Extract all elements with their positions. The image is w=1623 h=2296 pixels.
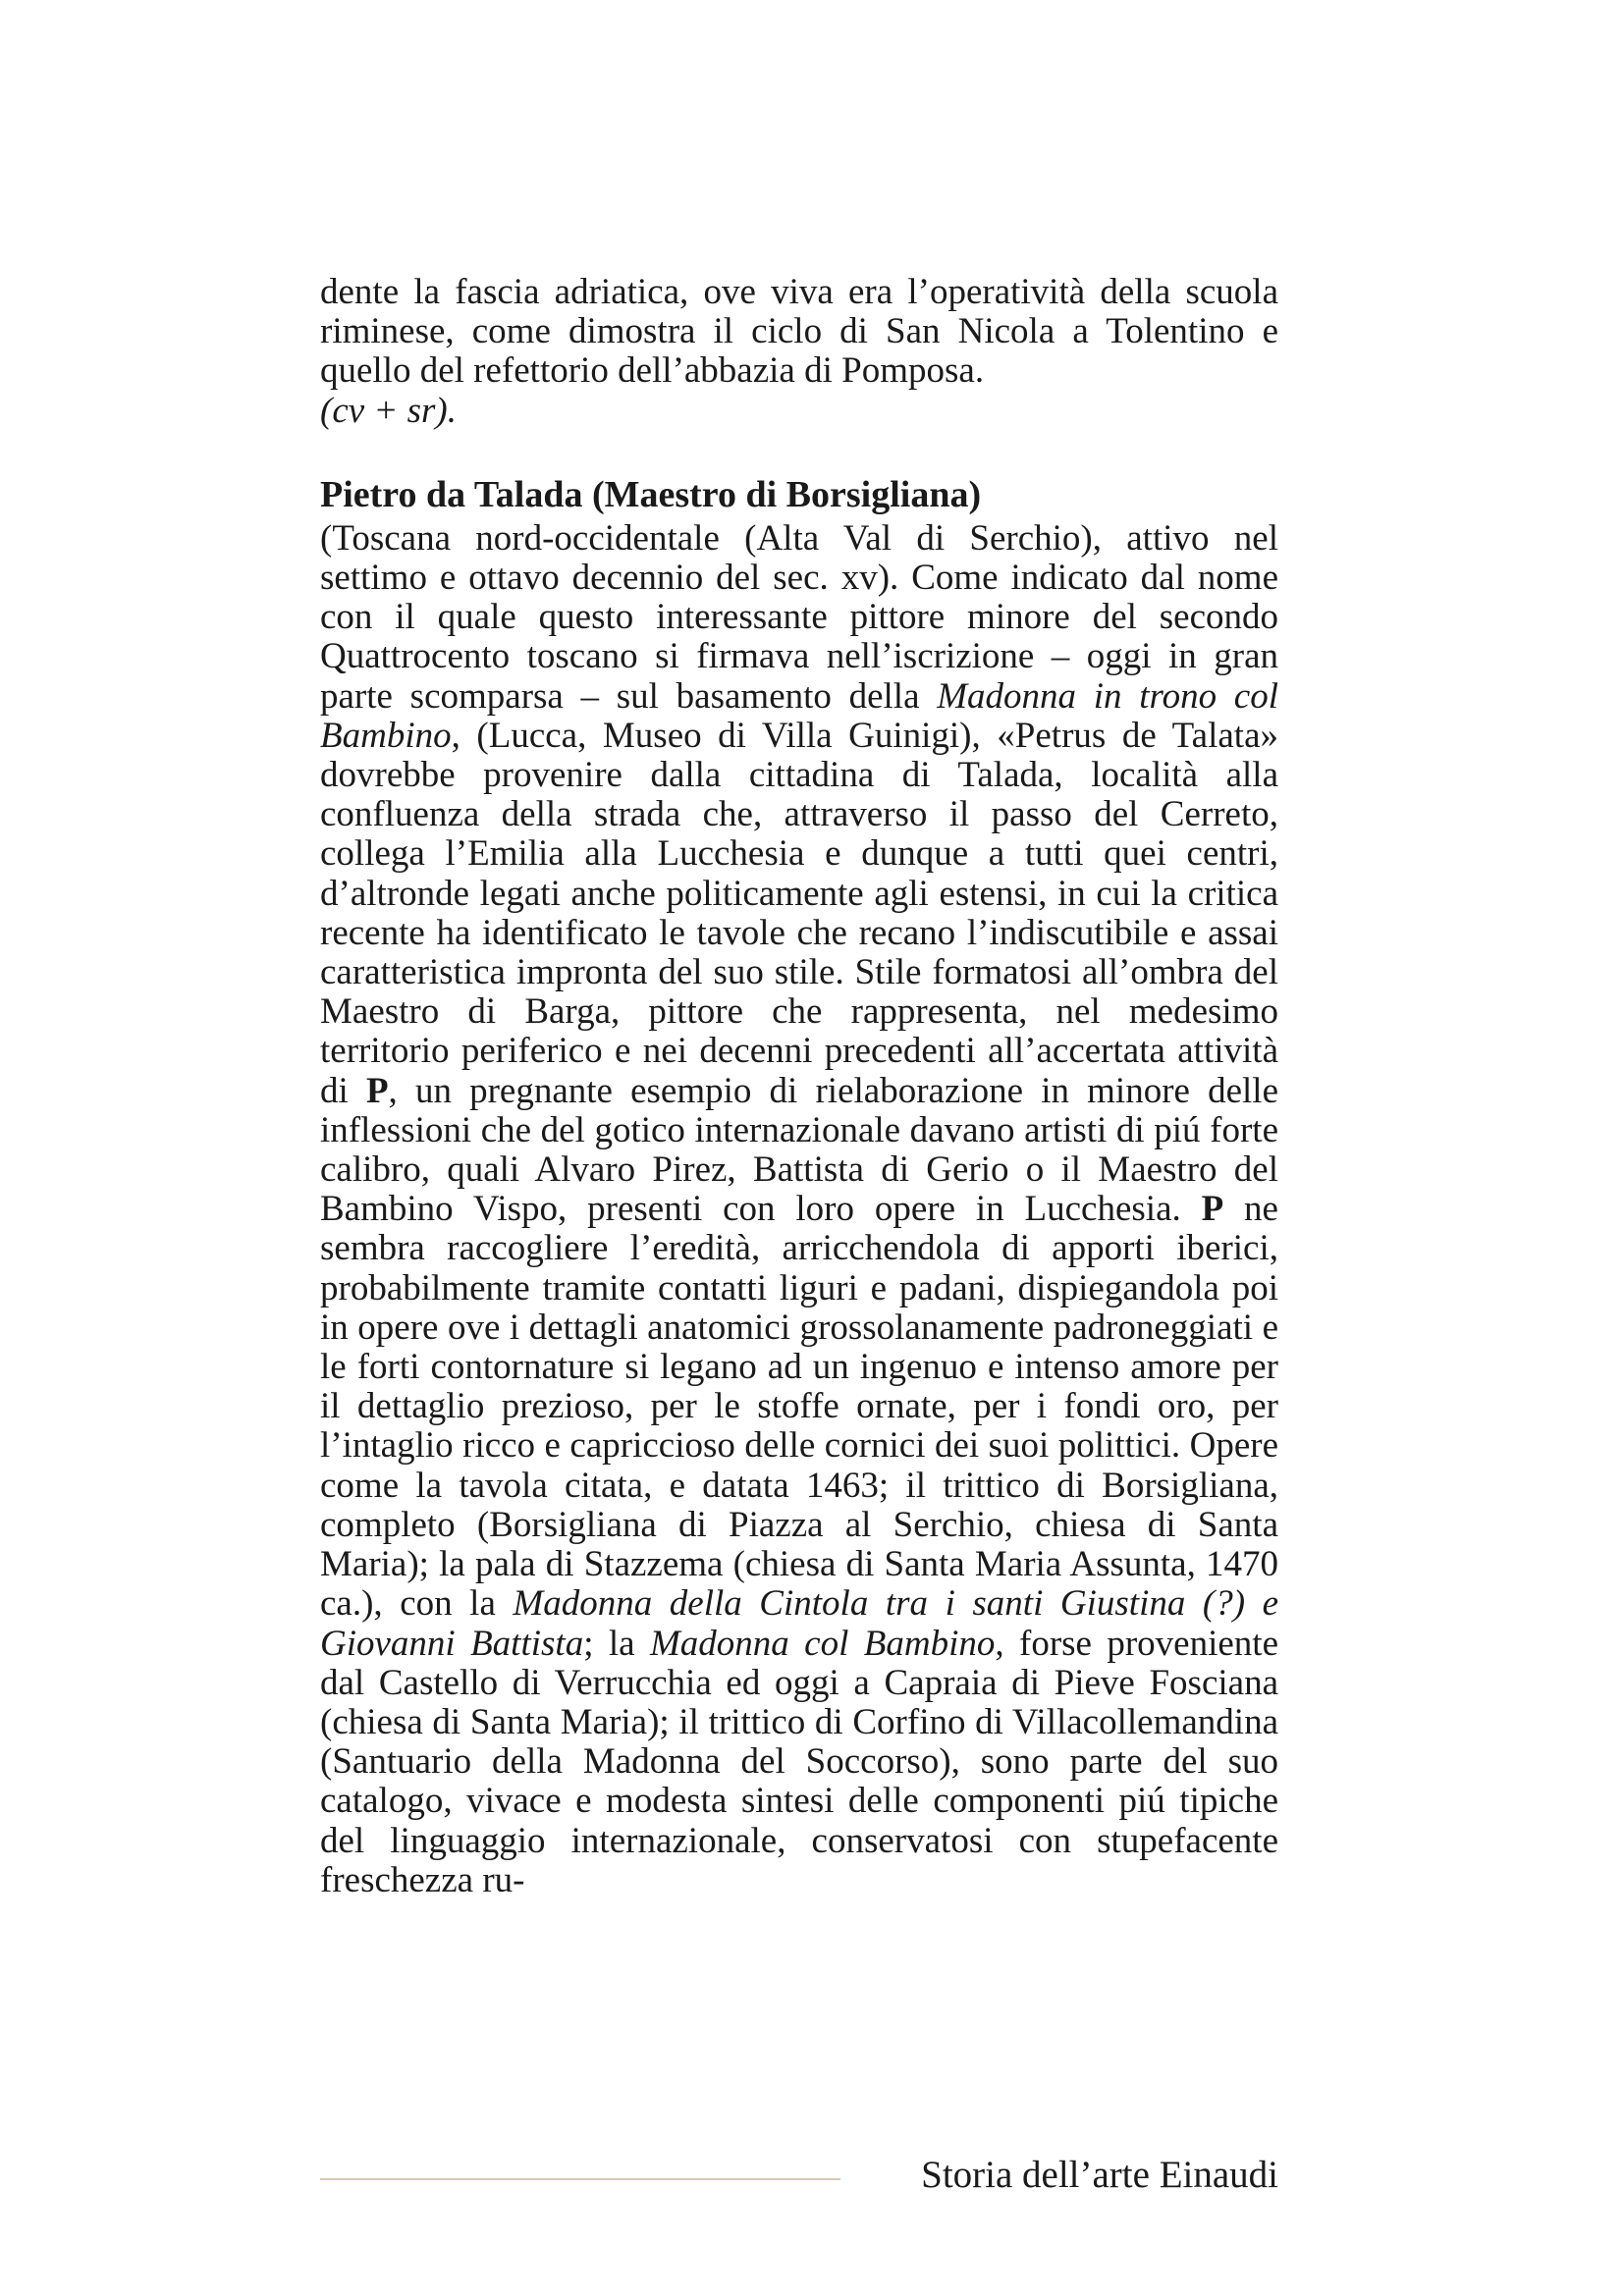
entry-text-5: ; la	[583, 1623, 650, 1664]
artwork-title-madonna-in-trono: Madonna in trono col Bambino	[320, 675, 1278, 756]
entry-text-6: , forse proveniente dal Castello di Verrucchia ed oggi a Capraia di Pieve Fosciana (chiesa di Santa Maria); il trittico di Corfino di Villacollemandina (Santuario della Madonna del Soccorso), sono parte del suo catalogo, vivace e modesta sintesi delle componenti piú tipiche del linguaggio internazionale, conservatosi con stupefacente freschezza ru-	[320, 1623, 1279, 1900]
entry-text-2: , (Lucca, Museo di Villa Guinigi), «Petrus de Talata» dovrebbe provenire dalla cittadina di Talada, località alla confluenza della strada che, attraverso il passo del Cerreto, collega l’Emilia alla Lucchesia e dunque a tutti quei centri, d’altronde legati anche politicamente agli estensi, in cui la critica recente ha identificato le tavole che recano l’indiscutibile e assai caratteristica impronta del suo stile. Stile formatosi all’ombra del Maestro di Barga, pittore che rappresenta, nel medesimo territorio periferico e nei decenni precedenti all’accertata attività di	[320, 715, 1278, 1111]
text-column	[320, 273, 1278, 1900]
footer-publisher: Storia dell’arte Einaudi	[921, 2154, 1278, 2196]
entry-text-1: (Toscana nord-occidentale (Alta Val di Serchio), attivo nel settimo e ottavo decennio del sec. xv). Come indicato dal nome con il quale questo interessante pittore minore del secondo Quattrocento toscano si firmava nell’iscrizione – oggi in gran parte scomparsa – sul basamento della	[320, 517, 1278, 717]
entry-body	[320, 519, 1278, 1900]
entry-text-3: , un pregnante esempio di rielaborazione in minore delle inflessioni che del gotico internazionale davano artisti di piú forte calibro, quali Alvaro Pirez, Battista di Gerio o il Maestro del Bambino Vispo, presenti con loro opere in Lucchesia.	[320, 1070, 1278, 1230]
footer-divider	[320, 2178, 840, 2180]
artwork-title-madonna-col-bambino: Madonna col Bambino	[649, 1623, 996, 1664]
artist-abbreviation: P	[365, 1070, 389, 1111]
artwork-title-madonna-della-cintola: Madonna della Cintola tra i santi Giustina (?) e Giovanni Battista	[320, 1583, 1279, 1664]
intro-paragraph	[320, 273, 1278, 431]
author-credit: (cv + sr).	[320, 390, 458, 431]
intro-text: dente la fascia adriatica, ove viva era l’operatività della scuola riminese, come dimostra il ciclo di San Nicola a Tolentino e quello del refettorio dell’abbazia di Pomposa.	[320, 272, 1278, 392]
artist-abbreviation: P	[1201, 1189, 1224, 1230]
entry-text-4: ne sembra raccogliere l’eredità, arricchendola di apporti iberici, probabilmente tramite contatti liguri e padani, dispiegandola poi in opere ove i dettagli anatomici grossolanamente padroneggiati e le forti contornature si legano ad un ingenuo e intenso amore per il dettaglio prezioso, per le stoffe ornate, per i fondi oro, per l’intaglio ricco e capriccioso delle cornici dei suoi polittici. Opere come la tavola citata, e datata 1463; il trittico di Borsigliana, completo (Borsigliana di Piazza al Serchio, chiesa di Santa Maria); la pala di Stazzema (chiesa di Santa Maria Assunta, 1470 ca.), con la	[320, 1189, 1278, 1625]
entry-title: Pietro da Talada (Maestro di Borsigliana)	[320, 473, 982, 515]
